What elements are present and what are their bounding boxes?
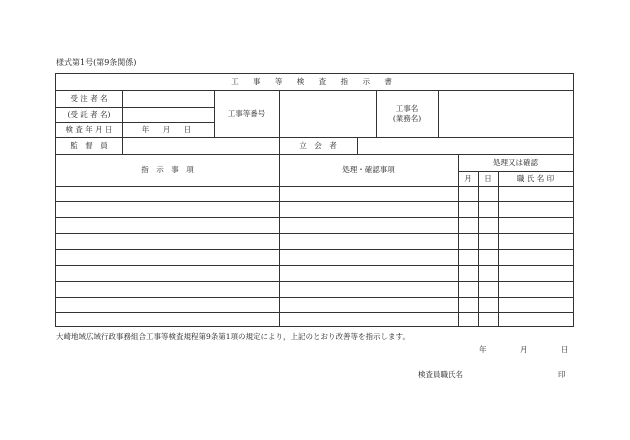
rule-row-7 [56,297,573,298]
footer-day: 日 [561,345,569,354]
contractor-label: 受 注 者 名 [70,93,108,103]
witness-label: 立 会 者 [299,140,337,150]
inspection-date-fill: 年 月 日 [141,124,195,134]
project-name-label [376,90,438,137]
rule-name-value [438,90,439,137]
rule-row-2 [56,217,573,218]
inspector-label: 検査員職氏名 [418,370,463,379]
confirm-header: 処理又は確認 [493,157,538,167]
supervisor-label: 監 督 員 [70,140,108,150]
rule-row-3 [56,233,573,234]
rule-witness [357,137,358,154]
form-code: 様式第1号(第9条関係) [56,58,137,67]
rule-day [498,171,499,326]
project-name-line2: (業務名) [392,113,422,123]
statement: 大崎地域広域行政事務組合工事等検査規程第9条第1項の規定により，上記のとおり改善等を指示します。 [56,332,410,341]
inspection-date-label: 検 査 年 月 日 [65,124,113,134]
rule-list-head [56,186,573,187]
day-header: 日 [484,173,492,183]
rule-row-8 [56,312,573,313]
month-header: 月 [464,173,472,183]
instructions-header: 指 示 事 項 [141,165,194,175]
seal-mark: 印 [558,370,566,379]
table-title: 工 事 等 検 査 指 示 書 [231,77,398,87]
rule-title [56,90,573,91]
action-header: 処理・確認事項 [342,165,395,175]
project-name-line1: 工事名 [395,104,419,114]
rule-row-6 [56,281,573,282]
rule-month [478,171,479,326]
rule-row-4 [56,249,573,250]
inspection-instruction-table [55,73,574,327]
project-number-label: 工事等番号 [227,108,266,118]
seal-header: 職 氏 名 印 [516,173,555,183]
footer-year: 年 [479,345,487,354]
rule-middle [279,90,280,326]
footer-month: 月 [520,345,528,354]
rule-row-1 [56,201,573,202]
contractor-rep-label: (受 託 者 名) [67,109,111,119]
rule-row-5 [56,265,573,266]
